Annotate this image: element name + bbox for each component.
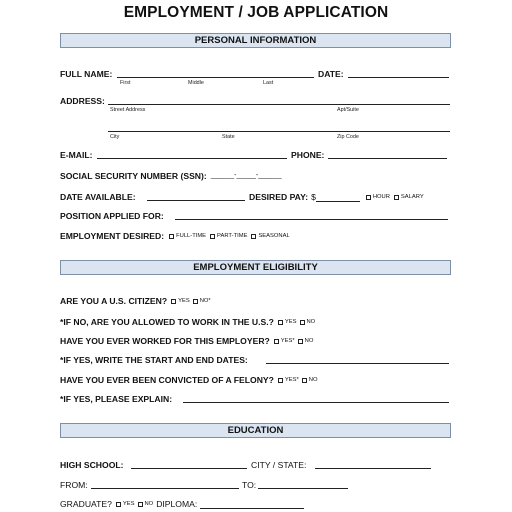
high-school-label: HIGH SCHOOL:	[60, 460, 124, 470]
citizen-yes-label: YES	[178, 298, 190, 304]
city-state-field[interactable]	[315, 468, 431, 469]
hour-option-label: HOUR	[372, 194, 390, 200]
citizen-no-checkbox[interactable]	[193, 299, 198, 304]
full-name-field[interactable]	[117, 77, 314, 78]
first-sublabel: First	[120, 80, 131, 86]
email-field[interactable]	[97, 158, 287, 159]
desired-pay-label: DESIRED PAY:	[249, 192, 309, 202]
full-time-checkbox[interactable]	[169, 234, 174, 239]
date-label: DATE:	[318, 69, 344, 79]
dates-field[interactable]	[266, 363, 449, 364]
allowed-yes-checkbox[interactable]	[278, 320, 283, 325]
hour-checkbox[interactable]	[366, 195, 371, 200]
felony-no-checkbox[interactable]	[302, 378, 307, 383]
salary-option-label: SALARY	[400, 194, 424, 200]
worked-no-checkbox[interactable]	[298, 339, 303, 344]
diploma-label: DIPLOMA:	[156, 499, 198, 509]
position-field[interactable]	[175, 219, 448, 220]
felony-question: HAVE YOU EVER BEEN CONVICTED OF A FELONY?	[60, 375, 274, 385]
to-label: TO:	[242, 480, 257, 490]
worked-yes-label: YES*	[280, 338, 295, 344]
graduate-label: GRADUATE?	[60, 499, 112, 509]
citizen-question: ARE YOU A U.S. CITIZEN?	[60, 296, 168, 306]
allowed-no-label: NO	[306, 319, 316, 325]
state-sublabel: State	[222, 134, 235, 140]
city-state-zip-field[interactable]	[108, 131, 450, 132]
allowed-no-checkbox[interactable]	[300, 320, 305, 325]
allowed-question: *IF NO, ARE YOU ALLOWED TO WORK IN THE U.S.?	[60, 317, 274, 327]
last-sublabel: Last	[263, 80, 274, 86]
city-state-label: CITY / STATE:	[251, 460, 307, 470]
from-label: FROM:	[60, 480, 88, 490]
address-label: ADDRESS:	[60, 96, 105, 106]
employment-desired-label: EMPLOYMENT DESIRED:	[60, 231, 165, 241]
phone-field[interactable]	[328, 158, 447, 159]
date-available-field[interactable]	[147, 200, 245, 201]
felony-yes-checkbox[interactable]	[278, 378, 283, 383]
middle-sublabel: Middle	[188, 80, 204, 86]
ssn-label: SOCIAL SECURITY NUMBER (SSN):	[60, 171, 207, 181]
explain-question: *IF YES, PLEASE EXPLAIN:	[60, 394, 173, 404]
ssn-field[interactable]: ______-_____-______	[210, 172, 282, 179]
graduate-yes-label: YES	[122, 501, 135, 507]
full-name-label: FULL NAME:	[60, 69, 113, 79]
part-time-checkbox[interactable]	[210, 234, 215, 239]
citizen-no-label: NO*	[199, 298, 211, 304]
diploma-field[interactable]	[200, 508, 304, 509]
graduate-yes-checkbox[interactable]	[116, 502, 121, 507]
email-label: E-MAIL:	[60, 150, 93, 160]
apt-sublabel: Apt/Suite	[337, 107, 359, 113]
street-address-field[interactable]	[108, 104, 450, 105]
phone-label: PHONE:	[291, 150, 325, 160]
high-school-field[interactable]	[131, 468, 247, 469]
zip-sublabel: Zip Code	[337, 134, 359, 140]
pay-symbol: $	[311, 192, 316, 202]
section-header-eligibility: EMPLOYMENT ELIGIBILITY	[60, 260, 451, 275]
worked-question: HAVE YOU EVER WORKED FOR THIS EMPLOYER?	[60, 336, 270, 346]
desired-pay-field[interactable]	[316, 201, 360, 202]
citizen-yes-checkbox[interactable]	[171, 299, 176, 304]
page-title: EMPLOYMENT / JOB APPLICATION	[123, 4, 389, 21]
worked-yes-checkbox[interactable]	[274, 339, 279, 344]
felony-no-label: NO	[308, 377, 318, 383]
city-sublabel: City	[110, 134, 120, 140]
worked-no-label: NO	[304, 338, 314, 344]
graduate-no-checkbox[interactable]	[138, 502, 143, 507]
section-header-personal: PERSONAL INFORMATION	[60, 33, 451, 48]
full-time-option-label: FULL-TIME	[176, 233, 207, 239]
seasonal-option-label: SEASONAL	[258, 233, 290, 239]
part-time-option-label: PART-TIME	[217, 233, 248, 239]
position-label: POSITION APPLIED FOR:	[60, 211, 164, 221]
section-header-education: EDUCATION	[60, 423, 451, 438]
allowed-yes-label: YES	[284, 319, 297, 325]
felony-yes-label: YES*	[284, 377, 299, 383]
street-sublabel: Street Address	[110, 107, 146, 113]
seasonal-checkbox[interactable]	[251, 234, 256, 239]
salary-checkbox[interactable]	[394, 195, 399, 200]
from-field[interactable]	[91, 488, 239, 489]
to-field[interactable]	[258, 488, 348, 489]
graduate-no-label: NO	[144, 501, 154, 507]
dates-question: *IF YES, WRITE THE START AND END DATES:	[60, 355, 248, 365]
explain-field[interactable]	[183, 402, 449, 403]
date-available-label: DATE AVAILABLE:	[60, 192, 136, 202]
date-field[interactable]	[348, 77, 449, 78]
